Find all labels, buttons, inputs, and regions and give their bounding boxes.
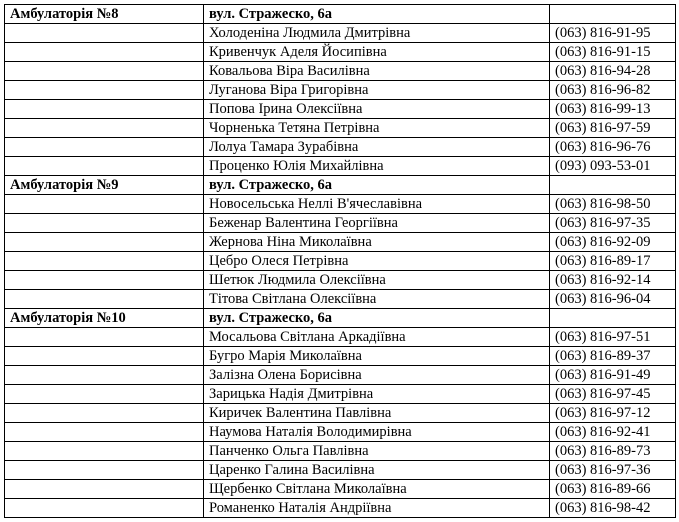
staff-phone: (093) 093-53-01 [550,157,676,176]
section-address: вул. Стражеско, 6а [204,5,550,24]
empty-cell [5,81,204,100]
staff-phone: (063) 816-97-59 [550,119,676,138]
section-address: вул. Стражеско, 6а [204,309,550,328]
staff-name: Проценко Юлія Михайлівна [204,157,550,176]
staff-phone: (063) 816-98-50 [550,195,676,214]
empty-cell [5,195,204,214]
table-row [5,233,676,252]
table-row [5,100,676,119]
table-row [5,480,676,499]
section-header-row [5,176,676,195]
staff-name: Ковальова Віра Василівна [204,62,550,81]
staff-name: Новосельська Неллі В'ячеславівна [204,195,550,214]
empty-cell [550,5,676,24]
empty-cell [5,404,204,423]
section-name: Амбулаторія №10 [5,309,204,328]
table-row [5,24,676,43]
empty-cell [5,366,204,385]
staff-phone: (063) 816-92-09 [550,233,676,252]
empty-cell [5,157,204,176]
staff-name: Романенко Наталія Андріївна [204,499,550,518]
staff-phone: (063) 816-96-76 [550,138,676,157]
section-name: Амбулаторія №8 [5,5,204,24]
empty-cell [5,119,204,138]
staff-name: Залізна Олена Борисівна [204,366,550,385]
empty-cell [5,423,204,442]
staff-phone: (063) 816-91-49 [550,366,676,385]
table-row [5,423,676,442]
empty-cell [5,62,204,81]
table-row [5,43,676,62]
staff-phone: (063) 816-89-66 [550,480,676,499]
staff-name: Попова Ірина Олексіївна [204,100,550,119]
staff-phone: (063) 816-97-36 [550,461,676,480]
contacts-table-body [5,5,676,518]
staff-phone: (063) 816-97-45 [550,385,676,404]
table-row [5,138,676,157]
table-row [5,119,676,138]
staff-name: Жернова Ніна Миколаївна [204,233,550,252]
empty-cell [5,480,204,499]
table-row [5,214,676,233]
section-header-row [5,309,676,328]
staff-name: Наумова Наталія Володимирівна [204,423,550,442]
empty-cell [5,214,204,233]
table-row [5,271,676,290]
empty-cell [5,347,204,366]
table-row [5,366,676,385]
staff-phone: (063) 816-97-12 [550,404,676,423]
staff-name: Щербенко Світлана Миколаївна [204,480,550,499]
staff-name: Лолуа Тамара Зурабівна [204,138,550,157]
empty-cell [5,499,204,518]
table-row [5,385,676,404]
staff-name: Цебро Олеся Петрівна [204,252,550,271]
table-row [5,442,676,461]
table-row [5,461,676,480]
empty-cell [5,385,204,404]
staff-name: Мосальова Світлана Аркадіївна [204,328,550,347]
staff-phone: (063) 816-96-82 [550,81,676,100]
table-row [5,328,676,347]
table-row [5,81,676,100]
staff-phone: (063) 816-92-14 [550,271,676,290]
staff-phone: (063) 816-89-73 [550,442,676,461]
empty-cell [5,43,204,62]
empty-cell [5,290,204,309]
empty-cell [550,176,676,195]
staff-name: Беженар Валентина Георгіївна [204,214,550,233]
table-row [5,347,676,366]
staff-name: Бугро Марія Миколаївна [204,347,550,366]
staff-name: Тітова Світлана Олексіївна [204,290,550,309]
staff-name: Шетюк Людмила Олексіївна [204,271,550,290]
staff-phone: (063) 816-89-17 [550,252,676,271]
contacts-table [4,4,676,518]
section-header-row [5,5,676,24]
table-row [5,252,676,271]
table-row [5,195,676,214]
table-row [5,290,676,309]
empty-cell [5,138,204,157]
staff-name: Зарицька Надія Дмитрівна [204,385,550,404]
empty-cell [5,328,204,347]
staff-phone: (063) 816-89-37 [550,347,676,366]
staff-phone: (063) 816-97-51 [550,328,676,347]
staff-phone: (063) 816-99-13 [550,100,676,119]
staff-name: Чорненька Тетяна Петрівна [204,119,550,138]
staff-phone: (063) 816-91-95 [550,24,676,43]
section-name: Амбулаторія №9 [5,176,204,195]
empty-cell [5,24,204,43]
empty-cell [5,461,204,480]
staff-name: Царенко Галина Василівна [204,461,550,480]
empty-cell [550,309,676,328]
staff-phone: (063) 816-92-41 [550,423,676,442]
table-row [5,157,676,176]
empty-cell [5,100,204,119]
staff-name: Холоденіна Людмила Дмитрівна [204,24,550,43]
empty-cell [5,442,204,461]
staff-name: Панченко Ольга Павлівна [204,442,550,461]
table-row [5,404,676,423]
staff-name: Киричек Валентина Павлівна [204,404,550,423]
section-address: вул. Стражеско, 6а [204,176,550,195]
staff-phone: (063) 816-96-04 [550,290,676,309]
empty-cell [5,271,204,290]
empty-cell [5,252,204,271]
staff-name: Кривенчук Аделя Йосипівна [204,43,550,62]
staff-phone: (063) 816-91-15 [550,43,676,62]
table-row [5,62,676,81]
table-row [5,499,676,518]
staff-phone: (063) 816-97-35 [550,214,676,233]
empty-cell [5,233,204,252]
staff-phone: (063) 816-94-28 [550,62,676,81]
staff-name: Луганова Віра Григорівна [204,81,550,100]
staff-phone: (063) 816-98-42 [550,499,676,518]
